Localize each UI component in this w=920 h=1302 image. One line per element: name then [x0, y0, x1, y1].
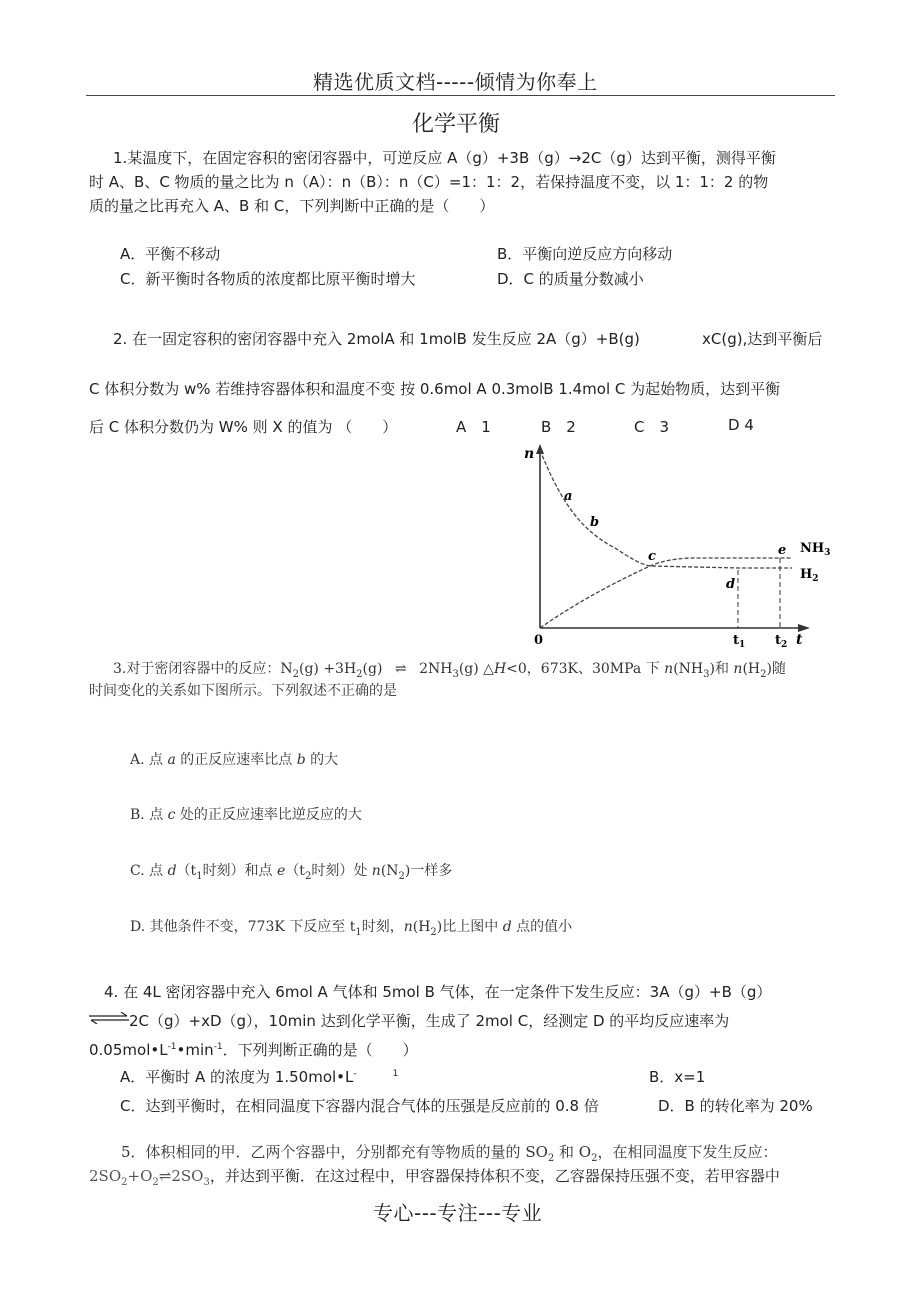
q2-line-3: 后 C 体积分数仍为 W% 则 X 的值为 （ ） — [89, 418, 398, 436]
q3-option-d[interactable]: D. 其他条件不变，773K 下反应至 $t_1$时刻，$n(H_2)$比上图中 d 点的值小 — [130, 919, 573, 938]
q2-option-b[interactable]: B 2 — [541, 418, 576, 436]
t1-label: $t_1$ — [733, 633, 746, 650]
footer-slogan: 专心---专注---专业 — [373, 1201, 543, 1225]
q2-option-d[interactable]: D 4 — [728, 416, 754, 434]
point-a-label: a — [564, 489, 573, 504]
q1-line-3: 质的量之比再充入 A、B 和 C，下列判断中正确的是（ ） — [89, 197, 495, 215]
origin-label: 0 — [534, 633, 544, 648]
point-c-label: c — [648, 549, 656, 564]
q1-option-c[interactable]: C．新平衡时各物质的浓度都比原平衡时增大 — [120, 270, 416, 288]
reversible-arrow-icon — [89, 1010, 129, 1028]
t2-label: $t_2$ — [775, 633, 788, 650]
q4-option-b[interactable]: B．x=1 — [649, 1068, 706, 1086]
header-banner: 精选优质文档-----倾情为你奉上 — [313, 70, 598, 94]
equilibrium-arrow-icon: ⇌ — [394, 661, 407, 677]
q2-line-1a: 2. 在一固定容积的密闭容器中充入 2molA 和 1molB 发生反应 2A（g）+B(g) — [113, 330, 640, 348]
x-axis-arrow — [798, 624, 810, 632]
y-axis-arrow — [536, 444, 544, 454]
nh3-h2-graph — [520, 440, 840, 650]
q4-line-3: $0.05mol•L^{-1}•\min^{-1}$．下列判断正确的是（ ） — [89, 1041, 418, 1059]
page-title: 化学平衡 — [412, 112, 501, 137]
q4-line-2: 2C（g）+xD（g），10min 达到化学平衡，生成了 2mol C，经测定 D 的平均反应速率为 — [89, 1010, 729, 1031]
q4-option-c[interactable]: C．达到平衡时，在相同温度下容器内混合气体的压强是反应前的 0.8 倍 — [120, 1097, 599, 1115]
q2-line-1b: xC(g),达到平衡后 — [702, 330, 823, 348]
q5-line-1: 5．体积相同的甲．乙两个容器中，分别都充有等物质的量的 $SO_2$ 和 $O_2$，在相同温度下发生反应： — [121, 1143, 778, 1164]
q2-option-a[interactable]: A 1 — [456, 418, 491, 436]
q4-option-a[interactable]: A．平衡时 A 的浓度为 1.50mol•L- $^1$ — [120, 1068, 399, 1086]
point-d-label: d — [726, 577, 736, 592]
q1-option-a[interactable]: A．平衡不移动 — [120, 245, 221, 263]
q4-line-1: 4. 在 4L 密闭容器中充入 6mol A 气体和 5mol B 气体，在一定条件下发生反应：3A（g）+B（g） — [104, 983, 772, 1001]
q2-option-c[interactable]: C 3 — [634, 418, 670, 436]
q5-line-2: $2SO_2+O_2\rightleftharpoons 2SO_3$，并达到平衡．在这过程中，甲容器保持体积不变，乙容器保持压强不变，若甲容器中 — [89, 1167, 780, 1188]
q1-option-b[interactable]: B．平衡向逆反应方向移动 — [497, 245, 673, 263]
q1-line-2: 时 A、B、C 物质的量之比为 n（A）：n（B）：n（C）=1：1：2，若保持温度不变，以 1：1：2 的物 — [89, 173, 769, 191]
q3-option-c[interactable]: C. 点 $d(t_1$时刻）和点 $e(t_2$时刻）处 $n(N_2)$一样多 — [130, 863, 453, 882]
y-axis-label: n — [524, 446, 535, 462]
point-b-label: b — [590, 515, 600, 530]
h2-curve-label: $H_2$ — [800, 567, 819, 584]
q3-stem-line-1: 3.对于密闭容器中的反应：$N_2(g) +3H_2(g)$ ⇌ $2NH_3(g)$ △H<0，673K、30MPa 下 $n(NH_3)$和 $n(H_2)$随 — [113, 661, 786, 680]
q1-option-d[interactable]: D．C 的质量分数减小 — [497, 270, 644, 288]
x-axis-label: t — [796, 632, 803, 648]
q2-line-2: C 体积分数为 w% 若维持容器体积和温度不变 按 0.6mol A 0.3molB 1.4mol C 为起始物质，达到平衡 — [89, 380, 781, 398]
q4-option-d[interactable]: D．B 的转化率为 20% — [658, 1097, 813, 1115]
nh3-curve-label: $NH_3$ — [800, 541, 831, 558]
q3-option-a[interactable]: A. 点 a 的正反应速率比点 b 的大 — [130, 752, 339, 768]
q3-stem-line-2: 时间变化的关系如下图所示。下列叙述不正确的是 — [89, 683, 397, 699]
h2-curve — [540, 450, 792, 568]
q3-option-b[interactable]: B. 点 c 处的正反应速率比逆反应的大 — [130, 807, 362, 823]
q1-line-1: 1.某温度下，在固定容积的密闭容器中，可逆反应 A（g）+3B（g）→2C（g）达到平衡，测得平衡 — [113, 149, 776, 167]
header-rule — [86, 95, 835, 96]
point-e-label: e — [778, 543, 787, 558]
